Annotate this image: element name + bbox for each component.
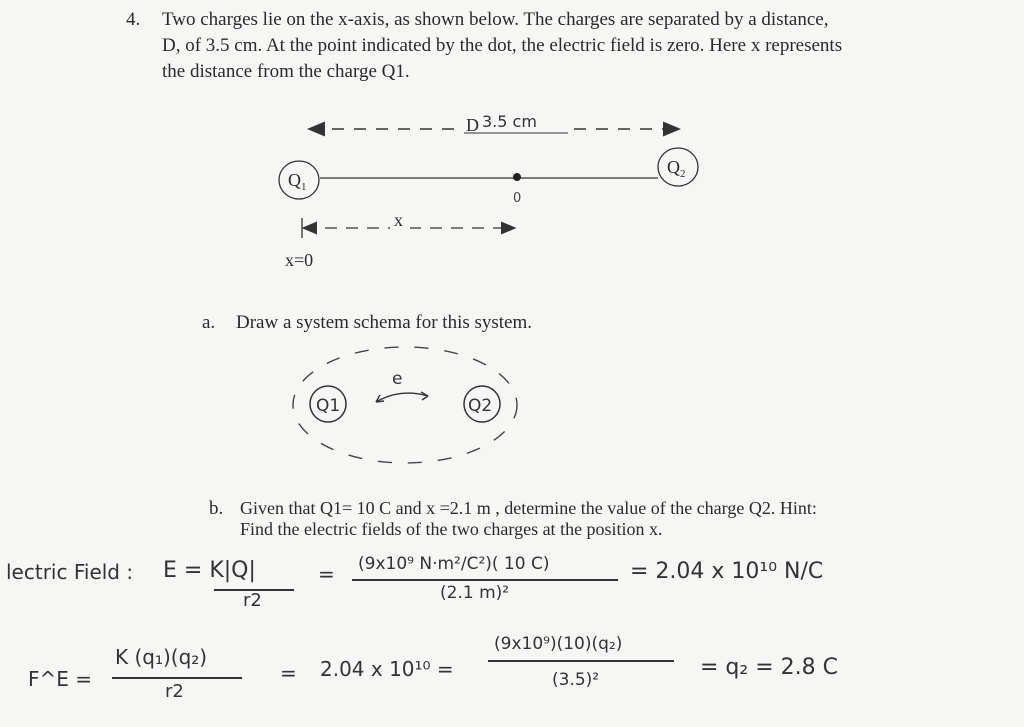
work-e-numerator: (9x10⁹ N·m²/C²)( 10 C) bbox=[358, 554, 550, 574]
work-force-middle: 2.04 x 10¹⁰ = bbox=[320, 657, 454, 681]
part-a-letter: a. bbox=[202, 312, 216, 333]
work-electric-field-label: lectric Field : bbox=[6, 560, 134, 584]
zero-field-dot bbox=[513, 173, 521, 181]
work-force-numerator: K (q₁)(q₂) bbox=[115, 645, 208, 669]
problem-line-2: D, of 3.5 cm. At the point indicated by the dot, the electric field is zero. Here x represents bbox=[162, 35, 843, 56]
work-force-denominator-2: (3.5)² bbox=[552, 670, 600, 690]
system-schema bbox=[270, 340, 550, 470]
interaction-label: e bbox=[392, 369, 403, 389]
charge-q2-label: $Q_2$ bbox=[667, 157, 686, 180]
work-equals-1: = bbox=[318, 562, 335, 586]
work-e-denominator: r2 bbox=[243, 590, 262, 611]
x-zero-label: x=0 bbox=[285, 250, 314, 270]
work-fraction-bar-3 bbox=[112, 677, 242, 679]
work-fraction-bar-2 bbox=[352, 579, 618, 581]
distance-handwritten: 3.5 cm bbox=[482, 112, 537, 131]
charge-diagram bbox=[0, 0, 1024, 300]
zero-mark: 0 bbox=[513, 191, 522, 206]
charge-q1-label: $Q_1$ bbox=[288, 170, 307, 193]
part-b-letter: b. bbox=[209, 498, 224, 519]
work-fraction-bar-4 bbox=[488, 660, 674, 662]
distance-label: D bbox=[466, 115, 479, 135]
problem-line-3: the distance from the charge Q1. bbox=[162, 61, 410, 82]
schema-q2-label: Q2 bbox=[468, 396, 493, 416]
work-e-formula: E = K|Q| bbox=[163, 558, 256, 583]
work-e-result: = 2.04 x 10¹⁰ N/C bbox=[630, 559, 824, 584]
work-e-denominator-2: (2.1 m)² bbox=[440, 583, 510, 603]
x-label: x bbox=[394, 210, 403, 230]
work-force-denominator: r2 bbox=[165, 681, 184, 702]
problem-number: 4. bbox=[126, 9, 141, 30]
problem-line-1: Two charges lie on the x-axis, as shown below. The charges are separated by a distance, bbox=[162, 9, 829, 30]
part-b-line-2: Find the electric fields of the two charges at the position x. bbox=[240, 519, 663, 539]
work-force-label: F^E = bbox=[28, 667, 93, 691]
work-force-numerator-2: (9x10⁹)(10)(q₂) bbox=[494, 634, 623, 654]
part-a-text: Draw a system schema for this system. bbox=[236, 312, 533, 333]
part-b-line-1: Given that Q1= 10 C and x =2.1 m , determine the value of the charge Q2. Hint: bbox=[240, 498, 817, 518]
schema-q1-label: Q1 bbox=[316, 396, 341, 416]
work-equals-2: = bbox=[280, 661, 297, 685]
work-force-result: = q₂ = 2.8 C bbox=[700, 655, 838, 680]
